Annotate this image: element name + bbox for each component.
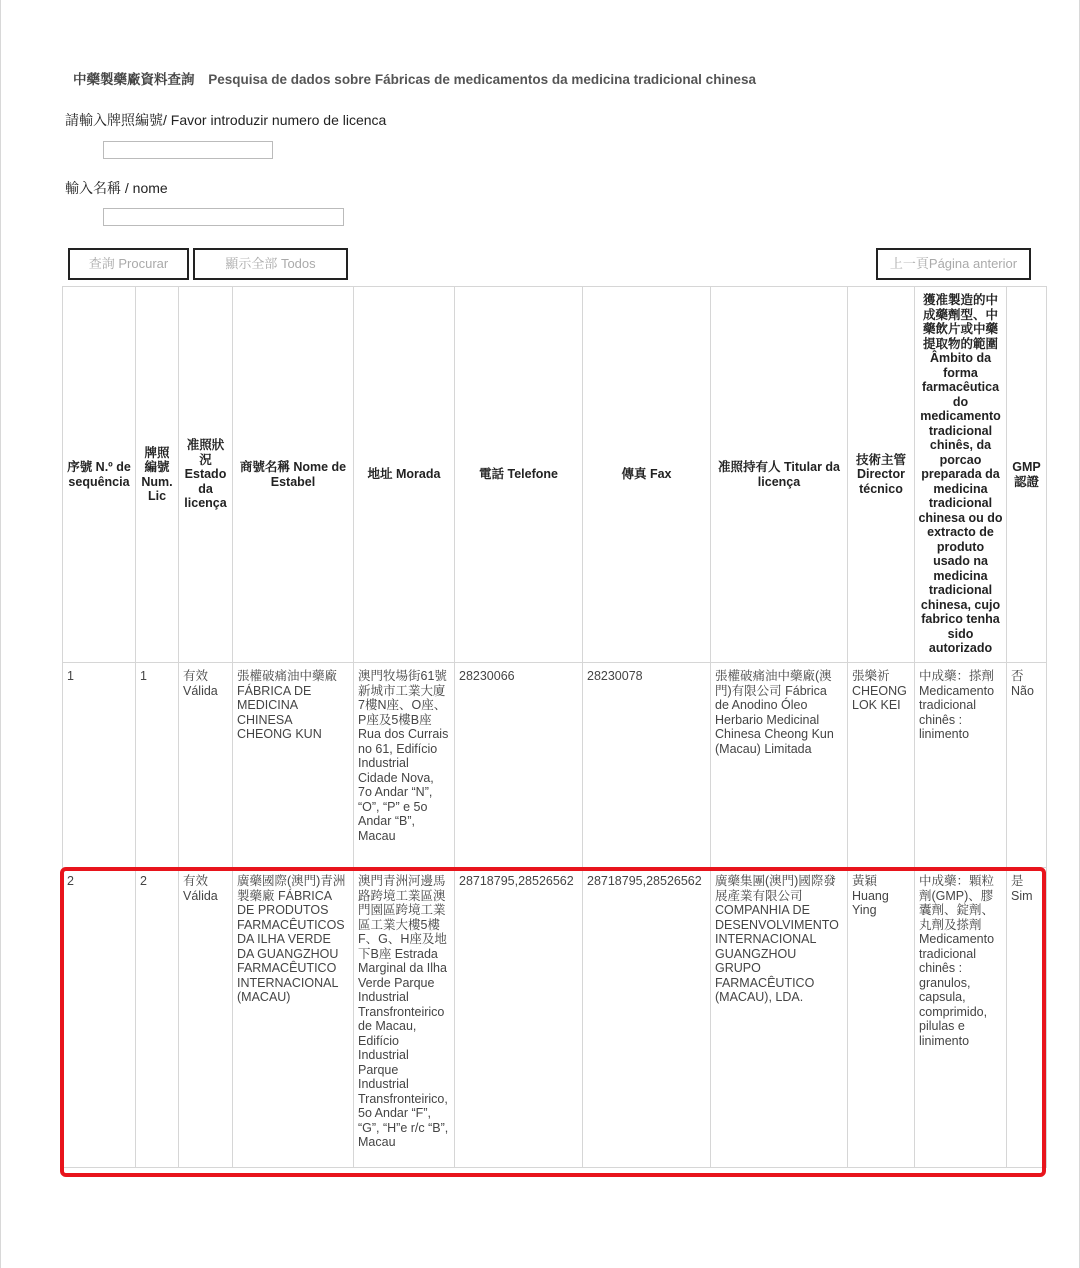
table-row	[63, 663, 1047, 868]
name-label: 輸入名稱 / nome	[65, 180, 168, 196]
cell-seq: 1	[63, 663, 136, 868]
table-row	[63, 868, 1047, 1168]
cell-license-no: 1	[136, 663, 179, 868]
cell-status: 有效 Válida	[179, 663, 233, 868]
license-number-input[interactable]	[103, 141, 273, 159]
table-header-row	[63, 287, 1047, 663]
col-header-scope: 獲准製造的中成藥劑型、中藥飲片或中藥提取物的範圍 Âmbito da forma farmacêutica do medicamento tradicional chinês, da porcao preparada da medicina tradicional chinesa ou do extracto de produto usado na medicina tradicional chinesa, cujo fabrico tenha sido autorizado	[915, 287, 1007, 663]
cell-phone: 28230066	[455, 663, 583, 868]
cell-fax: 28230078	[583, 663, 711, 868]
search-button[interactable]: 查詢 Procurar	[68, 248, 189, 280]
cell-gmp: 否 Não	[1007, 663, 1047, 868]
cell-scope: 中成藥：搽劑 Medicamento tradicional chinês : linimento	[915, 663, 1007, 868]
col-header-fax: 傳真 Fax	[583, 287, 711, 663]
previous-page-button[interactable]: 上一頁Página anterior	[876, 248, 1031, 280]
license-number-label: 請輸入牌照編號/ Favor introduzir numero de licenca	[65, 112, 387, 128]
col-header-phone: 電話 Telefone	[455, 287, 583, 663]
page-left-border	[0, 0, 1, 1268]
cell-address: 澳門牧場街61號新城市工業大廈7樓N座、O座、P座及5樓B座 Rua dos Currais no 61, Edifício Industrial Cidade Nova, 7o Andar “N”, “O”, “P” e 5o Andar “B”, Macau	[354, 663, 455, 868]
cell-license-no: 2	[136, 868, 179, 1168]
show-all-button[interactable]: 顯示全部 Todos	[193, 248, 348, 280]
col-header-seq: 序號 N.º de sequência	[63, 287, 136, 663]
results-table	[62, 286, 1047, 1168]
col-header-name: 商號名稱 Nome de Estabel	[233, 287, 354, 663]
col-header-director: 技術主管 Director técnico	[848, 287, 915, 663]
cell-gmp: 是 Sim	[1007, 868, 1047, 1168]
col-header-gmp: GMP 認證	[1007, 287, 1047, 663]
cell-director: 黃穎 Huang Ying	[848, 868, 915, 1168]
cell-holder: 廣藥集團(澳門)國際發展產業有限公司 COMPANHIA DE DESENVOLVIMENTO INTERNACIONAL GUANGZHOU GRUPO FARMACÊUTICO (MACAU), LDA.	[711, 868, 848, 1168]
col-header-holder: 准照持有人 Titular da licença	[711, 287, 848, 663]
col-header-status: 准照狀況 Estado da licença	[179, 287, 233, 663]
page-title-pt: Pesquisa de dados sobre Fábricas de medicamentos da medicina tradicional chinesa	[208, 72, 756, 87]
col-header-address: 地址 Morada	[354, 287, 455, 663]
cell-address: 澳門青洲河邊馬路跨境工業區澳門園區跨境工業區工業大樓5樓F、G、H座及地下B座 Estrada Marginal da Ilha Verde Parque Industrial Transfronteirico de Macau, Edifício Industrial Parque Industrial Transfronteirico, 5o Andar “F”, “G”, “H”e r/c “B”, Macau	[354, 868, 455, 1168]
cell-director: 張樂祈 CHEONG LOK KEI	[848, 663, 915, 868]
cell-scope: 中成藥：顆粒劑(GMP)、膠囊劑、錠劑、丸劑及搽劑 Medicamento tradicional chinês : granulos, capsula, comprimido, pilulas e linimento	[915, 868, 1007, 1168]
cell-phone: 28718795,28526562	[455, 868, 583, 1168]
cell-status: 有效 Válida	[179, 868, 233, 1168]
cell-name: 張權破痛油中藥廠 FÁBRICA DE MEDICINA CHINESA CHEONG KUN	[233, 663, 354, 868]
col-header-license-no: 牌照編號 Num. Lic	[136, 287, 179, 663]
cell-holder: 張權破痛油中藥廠(澳門)有限公司 Fábrica de Anodino Óleo Herbario Medicinal Chinesa Cheong Kun (Macau) Limitada	[711, 663, 848, 868]
cell-fax: 28718795,28526562	[583, 868, 711, 1168]
name-input[interactable]	[103, 208, 344, 226]
page-title-zh: 中藥製藥廠資料查詢	[73, 72, 195, 87]
cell-name: 廣藥國際(澳門)青洲製藥廠 FÁBRICA DE PRODUTOS FARMACÊUTICOS DA ILHA VERDE DA GUANGZHOU FARMACÊUTICO INTERNACIONAL (MACAU)	[233, 868, 354, 1168]
page-title	[73, 68, 756, 88]
cell-seq: 2	[63, 868, 136, 1168]
